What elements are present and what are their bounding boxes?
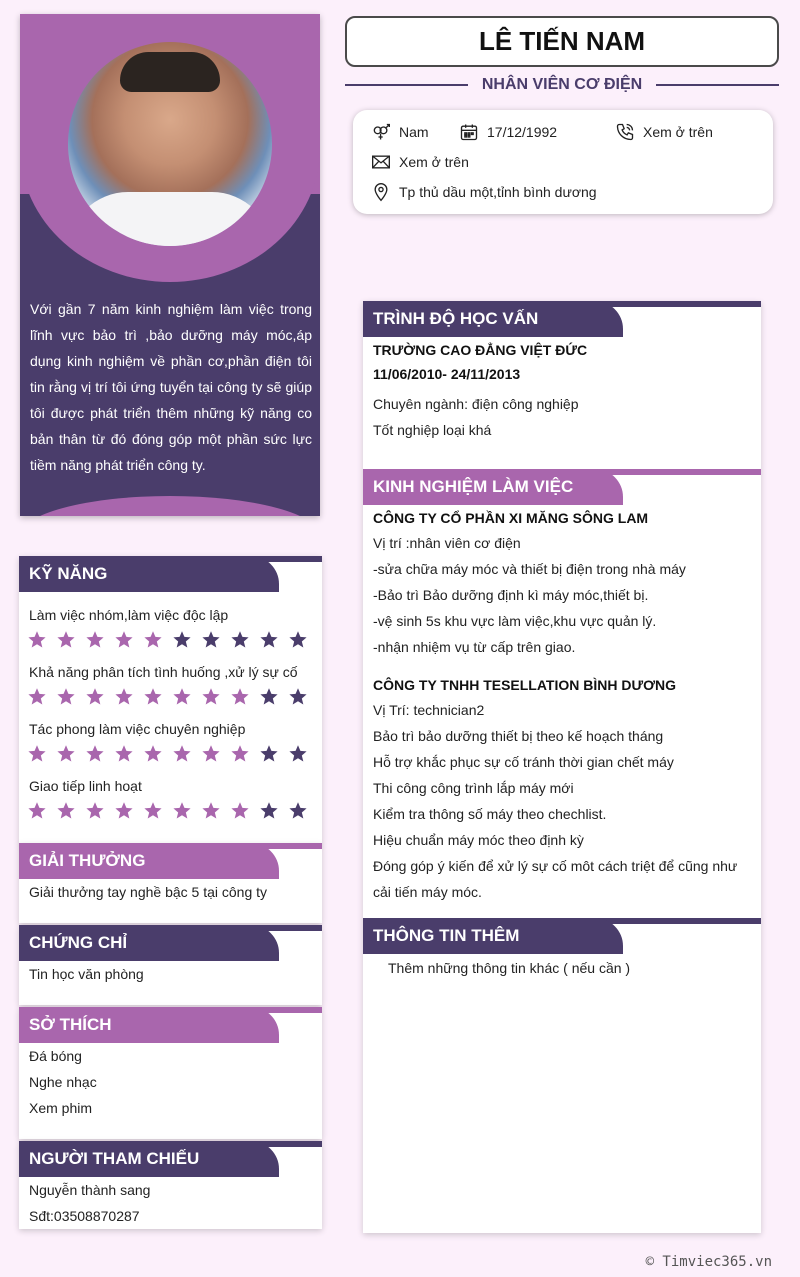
star-icon	[143, 687, 163, 707]
contact-address	[371, 182, 597, 202]
calendar-icon	[459, 122, 479, 142]
contact-gender	[371, 122, 429, 142]
star-icon	[27, 744, 47, 764]
job-line: -nhận nhiệm vụ từ cấp trên giao.	[373, 639, 576, 655]
skill-rating	[27, 744, 308, 764]
school-name: TRƯỜNG CAO ĐẲNG VIỆT ĐỨC	[373, 342, 588, 358]
certificate-item: Tin học văn phòng	[29, 966, 144, 982]
job-line: Hiệu chuẩn máy móc theo định kỳ	[373, 832, 584, 848]
education-header	[363, 301, 761, 337]
job-line: Thi công công trình lắp máy mới	[373, 780, 574, 796]
certificates-section	[19, 925, 322, 1005]
star-icon	[172, 630, 192, 650]
star-icon	[201, 744, 221, 764]
job-line: Kiểm tra thông số máy theo chechlist.	[373, 806, 607, 822]
star-icon	[172, 744, 192, 764]
watermark: © Timviec365.vn	[645, 1254, 772, 1270]
references-header	[19, 1141, 322, 1177]
star-icon	[288, 744, 308, 764]
star-icon	[201, 801, 221, 821]
star-icon	[114, 687, 134, 707]
star-icon	[114, 630, 134, 650]
job-title: NHÂN VIÊN CƠ ĐIỆN	[481, 76, 643, 93]
experience-header	[363, 469, 761, 505]
education-detail: Chuyên ngành: điện công nghiệp	[373, 396, 579, 412]
contact-phone	[615, 122, 713, 142]
star-icon	[259, 744, 279, 764]
star-icon	[230, 687, 250, 707]
star-icon	[27, 801, 47, 821]
awards-section	[19, 843, 322, 923]
avatar-hair	[120, 52, 220, 92]
star-icon	[288, 630, 308, 650]
star-icon	[114, 801, 134, 821]
references-heading: NGƯỜI THAM CHIẾU	[19, 1141, 279, 1177]
job-line: Vị Trí: technician2	[373, 702, 485, 718]
contact-box	[353, 110, 773, 214]
extra-header	[363, 918, 761, 954]
star-icon	[172, 801, 192, 821]
star-icon	[259, 687, 279, 707]
job-line: -vệ sinh 5s khu vực làm việc,khu vực quản lý.	[373, 613, 657, 629]
star-icon	[230, 744, 250, 764]
references-section	[19, 1141, 322, 1229]
star-icon	[288, 687, 308, 707]
job-line: Hỗ trợ khắc phục sự cố tránh thời gian chết máy	[373, 754, 674, 770]
star-icon	[288, 801, 308, 821]
star-icon	[143, 801, 163, 821]
gender-value: Nam	[399, 124, 429, 140]
phone-icon	[615, 122, 635, 142]
birthday-value: 17/12/1992	[487, 124, 558, 140]
job-line: Vị trí :nhân viên cơ điện	[373, 535, 521, 551]
skills-section	[19, 556, 322, 844]
email-value: Xem ở trên	[399, 154, 469, 170]
job-title-row	[345, 72, 779, 98]
star-icon	[85, 801, 105, 821]
star-icon	[201, 630, 221, 650]
star-icon	[143, 630, 163, 650]
star-icon	[259, 801, 279, 821]
star-icon	[230, 801, 250, 821]
title-rule-left	[345, 84, 468, 86]
main-content-card	[363, 301, 761, 1233]
experience-heading: KINH NGHIỆM LÀM VIỆC	[363, 469, 623, 505]
envelope-icon	[371, 152, 391, 172]
title-rule-right	[656, 84, 779, 86]
skills-heading: KỸ NĂNG	[19, 556, 279, 592]
job-company: CÔNG TY CỔ PHẦN XI MĂNG SÔNG LAM	[373, 510, 649, 526]
contact-birthday	[459, 122, 557, 142]
skill-name: Giao tiếp linh hoạt	[29, 778, 142, 794]
skills-header	[19, 556, 322, 592]
star-icon	[201, 687, 221, 707]
skill-rating	[27, 687, 308, 707]
education-period: 11/06/2010- 24/11/2013	[373, 366, 521, 382]
award-item: Giải thưởng tay nghề bậc 5 tại công ty	[29, 884, 268, 900]
job-line: Bảo trì bảo dưỡng thiết bị theo kế hoạch tháng	[373, 728, 664, 744]
skill-name: Làm việc nhóm,làm việc độc lập	[29, 607, 229, 623]
star-icon	[172, 687, 192, 707]
hobby-item: Đá bóng	[29, 1048, 82, 1064]
star-icon	[27, 687, 47, 707]
star-icon	[259, 630, 279, 650]
star-icon	[56, 744, 76, 764]
skill-name: Tác phong làm việc chuyên nghiệp	[29, 721, 246, 737]
education-detail: Tốt nghiệp loại khá	[373, 422, 492, 438]
job-line: Đóng góp ý kiến để xử lý sự cố môt cách triệt để cũng như	[373, 858, 738, 874]
skill-name: Khả năng phân tích tình huống ,xử lý sự cố	[29, 664, 298, 680]
reference-item: Sđt:03508870287	[29, 1208, 140, 1224]
star-icon	[85, 630, 105, 650]
hobbies-heading: SỞ THÍCH	[19, 1007, 279, 1043]
star-icon	[85, 687, 105, 707]
extra-heading: THÔNG TIN THÊM	[363, 918, 623, 954]
job-line: -sửa chữa máy móc và thiết bị điện trong nhà máy	[373, 561, 686, 577]
job-line: -Bảo trì Bảo dưỡng định kì máy móc,thiết bị.	[373, 587, 649, 603]
star-icon	[230, 630, 250, 650]
profile-bottom-arc	[20, 496, 320, 516]
phone-value: Xem ở trên	[643, 124, 713, 140]
profile-summary: Với gần 7 năm kinh nghiệm làm việc trong lĩnh vực bảo trì ,bảo dưỡng máy móc,áp dụng kinh nghiệm về phần cơ,phần điện tôi tin rằng vị trí tôi ứng tuyển tại công ty sẽ giúp tôi được phát triển thêm những kỹ năng co bản thân từ đó đóng góp một phần sức lực tiềm năng phát triển công ty.	[30, 301, 312, 473]
location-pin-icon	[371, 182, 391, 202]
star-icon	[85, 744, 105, 764]
awards-heading: GIẢI THƯỞNG	[19, 843, 279, 879]
extra-text: Thêm những thông tin khác ( nếu cần )	[388, 960, 631, 976]
candidate-name: LÊ TIẾN NAM	[345, 16, 779, 67]
star-icon	[56, 687, 76, 707]
star-icon	[27, 630, 47, 650]
profile-card	[20, 14, 320, 516]
star-icon	[143, 744, 163, 764]
hobby-item: Nghe nhạc	[29, 1074, 97, 1090]
star-icon	[114, 744, 134, 764]
star-icon	[56, 630, 76, 650]
skill-rating	[27, 801, 308, 821]
certificates-header	[19, 925, 322, 961]
reference-item: Nguyễn thành sang	[29, 1182, 151, 1198]
star-icon	[56, 801, 76, 821]
hobby-item: Xem phim	[29, 1100, 93, 1116]
address-value: Tp thủ dầu một,tỉnh bình dương	[399, 184, 597, 200]
certificates-heading: CHỨNG CHỈ	[19, 925, 279, 961]
job-company: CÔNG TY TNHH TESELLATION BÌNH DƯƠNG	[373, 677, 677, 693]
gender-icon	[371, 122, 391, 142]
job-line: cải tiến máy móc.	[373, 884, 482, 900]
contact-email	[371, 152, 469, 172]
awards-header	[19, 843, 322, 879]
skill-rating	[27, 630, 308, 650]
hobbies-header	[19, 1007, 322, 1043]
education-heading: TRÌNH ĐỘ HỌC VẤN	[363, 301, 623, 337]
avatar-shirt	[68, 192, 272, 246]
avatar	[68, 42, 272, 246]
hobbies-section	[19, 1007, 322, 1139]
